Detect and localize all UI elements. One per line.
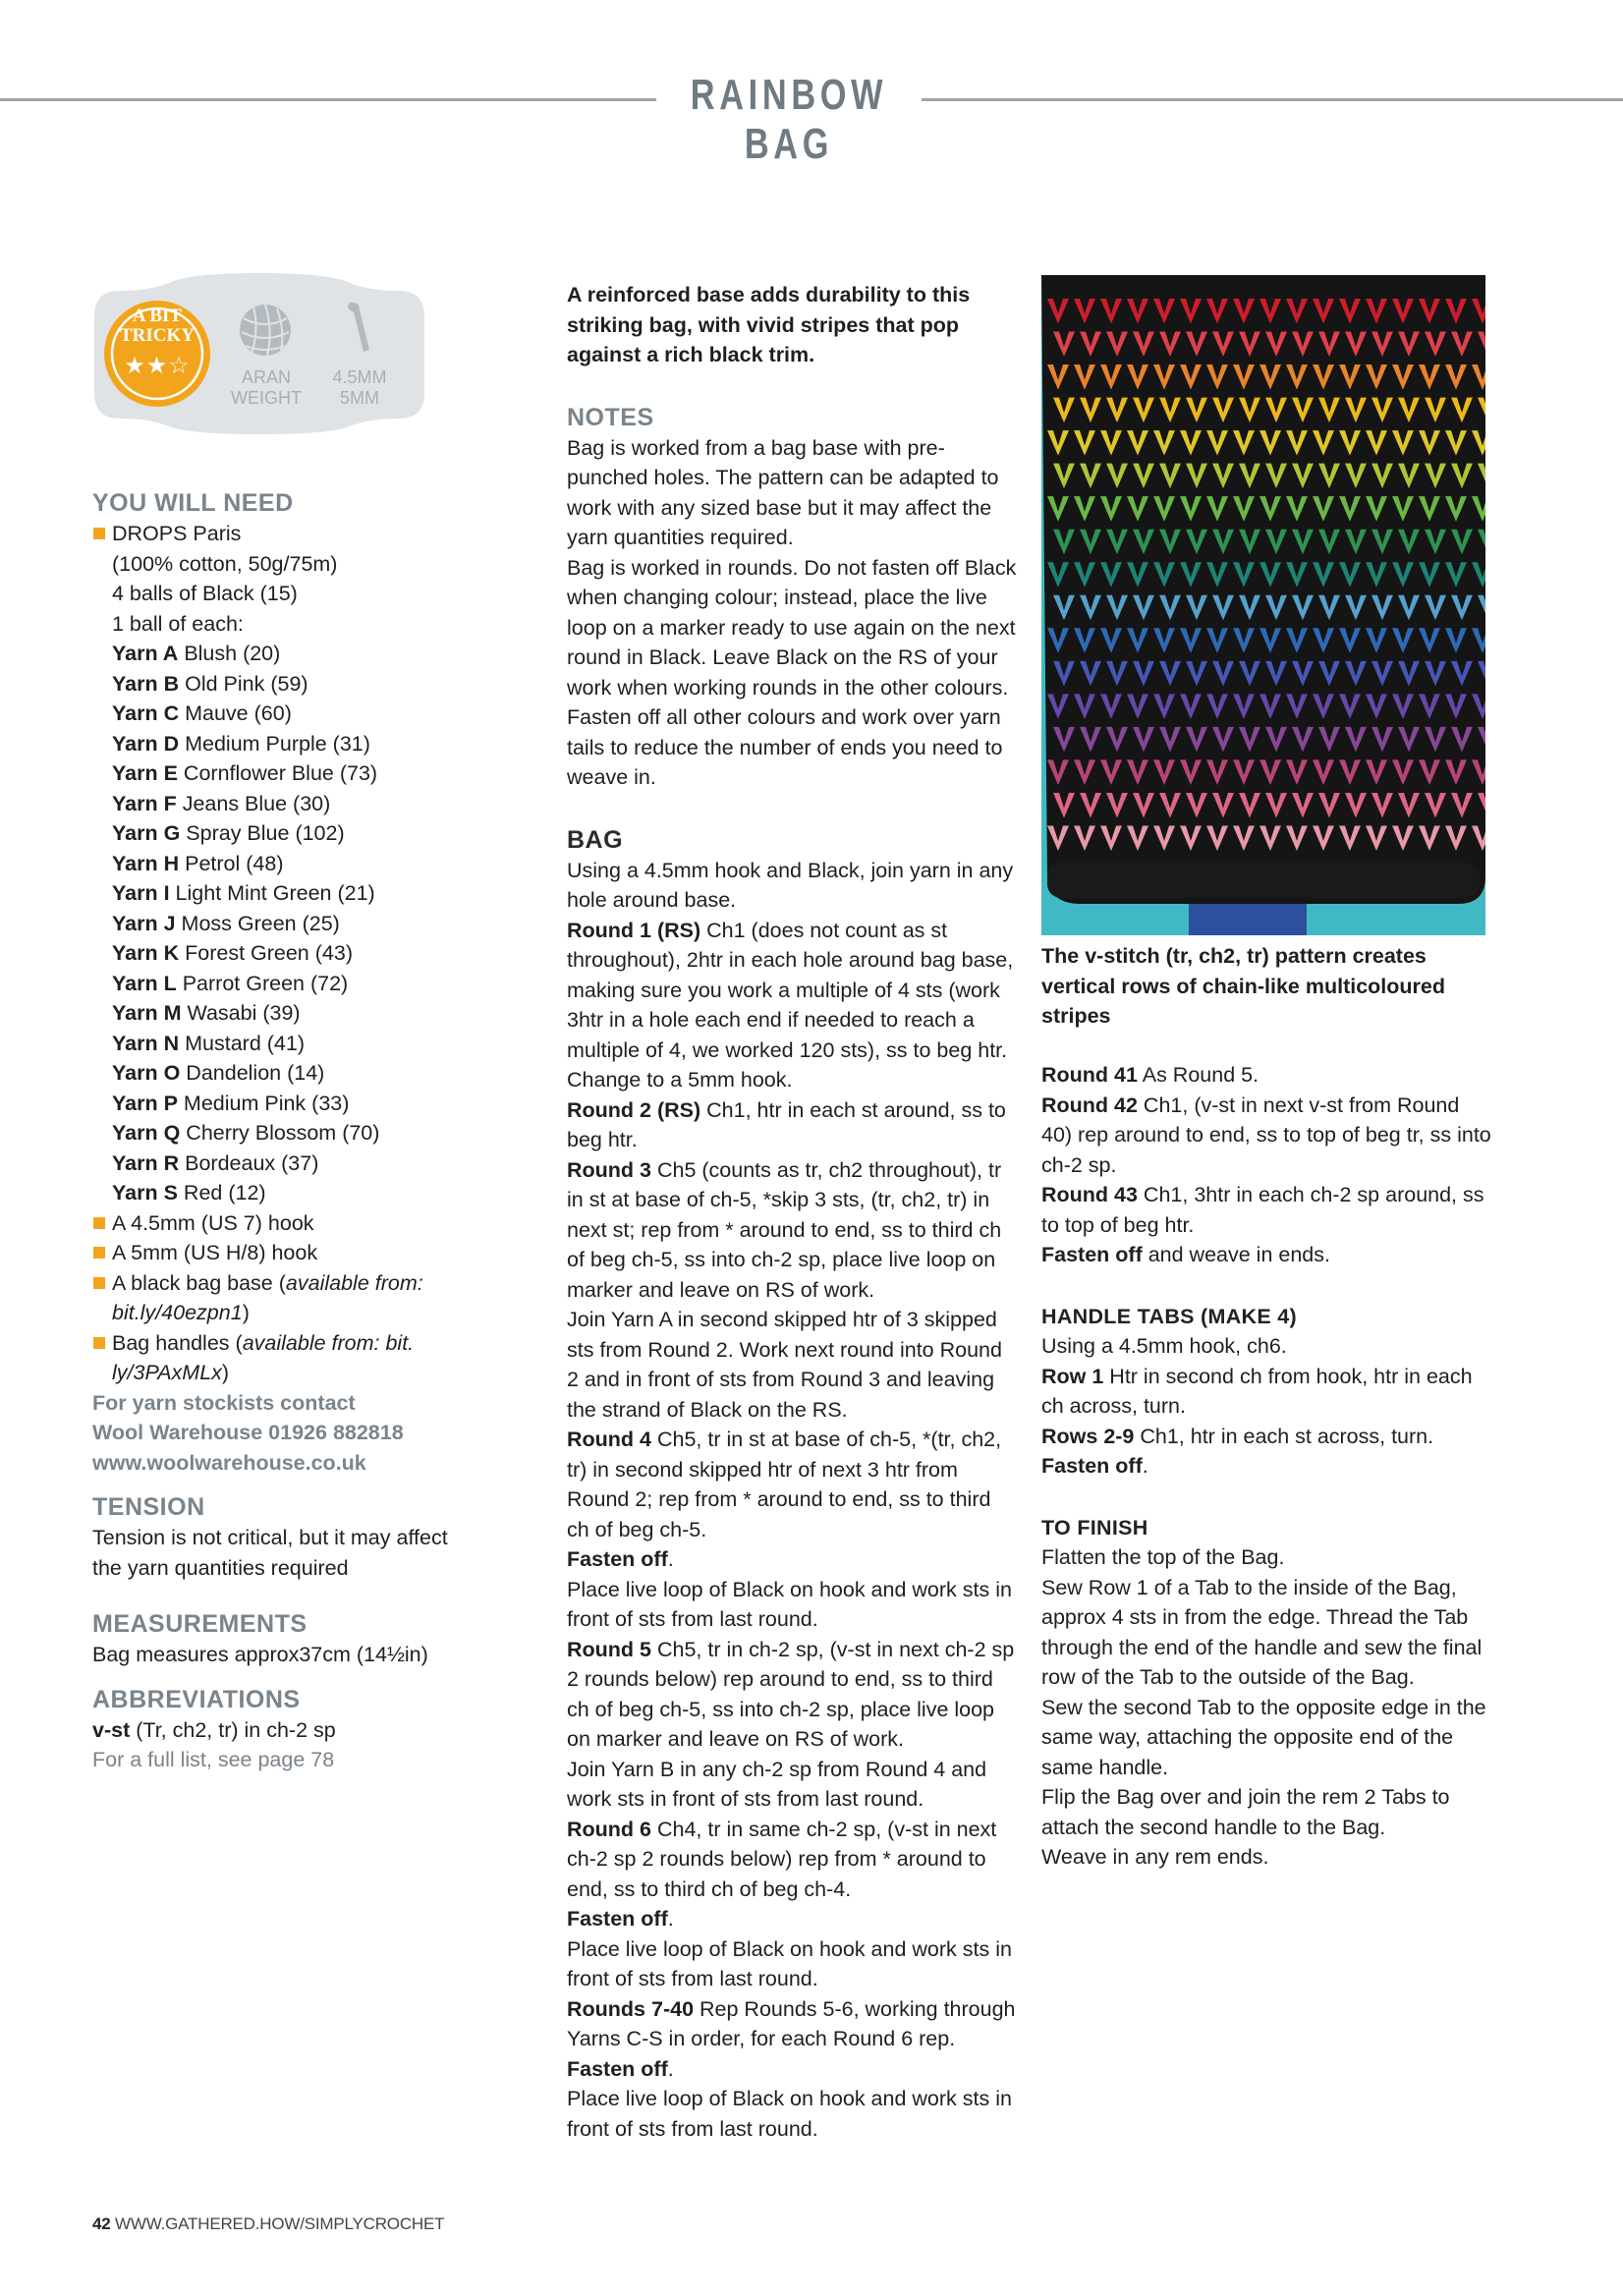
you-will-need-heading: YOU WILL NEED — [92, 489, 294, 517]
page-footer — [92, 2214, 444, 2234]
bag-handles-item: Bag handles (available from: bit. ly/3PAxMLx) — [92, 1328, 456, 1388]
join-yarn-b: Join Yarn B in any ch-2 sp from Round 4 and work sts in front of sts from last round. — [567, 1757, 987, 1811]
rounds-7-40: Rounds 7-40 Rep Rounds 5-6, working through Yarns C-S in order, for each Round 6 rep. — [567, 1996, 1016, 2050]
live-loop-2: Place live loop of Black on hook and work sts in front of sts from last round. — [567, 1936, 1012, 1990]
black-qty: 4 balls of Black (15) — [112, 582, 298, 605]
yarn-item: Yarn F Jeans Blue (30) — [112, 791, 331, 815]
fasten-off-2: Fasten off. — [567, 1907, 674, 1931]
stockist-link[interactable]: www.woolwarehouse.co.uk — [92, 1450, 366, 1475]
notes-heading: NOTES — [567, 403, 654, 431]
yarn-item: Yarn K Forest Green (43) — [112, 941, 353, 965]
fasten-off-ends: Fasten off and weave in ends. — [1041, 1243, 1330, 1266]
stockist-line-1: For yarn stockists contact — [92, 1390, 356, 1415]
bag-heading: BAG — [567, 825, 624, 854]
yarn-item: Yarn I Light Mint Green (21) — [112, 881, 375, 905]
bag-base-link[interactable]: available from: bit.ly/40ezpn1 — [112, 1270, 423, 1324]
round-42: Round 42 Ch1, (v-st in next v-st from Round 40) rep around to end, ss to top of beg tr, ss into ch-2 sp. — [1041, 1092, 1491, 1177]
live-loop-1: Place live loop of Black on hook and work sts in front of sts from last round. — [567, 1577, 1012, 1631]
column-middle — [567, 280, 1019, 2144]
handle-rows-2-9: Rows 2-9 Ch1, htr in each st across, turn. — [1041, 1424, 1434, 1448]
intro-text: A reinforced base adds durability to this striking bag, with vivid stripes that pop against a rich black trim. — [567, 283, 971, 366]
header-rule-right — [922, 98, 1623, 101]
to-finish-p5: Weave in any rem ends. — [1041, 1845, 1269, 1869]
fasten-off-1: Fasten off. — [567, 1547, 674, 1571]
skill-badge — [90, 271, 428, 436]
column-left — [92, 487, 456, 1775]
yarn-item: Yarn D Medium Purple (31) — [112, 731, 370, 756]
yarn-item: Yarn Q Cherry Blossom (70) — [112, 1121, 380, 1145]
bag-start: Using a 4.5mm hook and Black, join yarn in any hole around base. — [567, 858, 1014, 912]
bag-photo — [1041, 275, 1485, 935]
fasten-off-3: Fasten off. — [567, 2056, 674, 2081]
header-rule-left — [0, 98, 656, 101]
yarn-desc: (100% cotton, 50g/75m) — [112, 551, 338, 576]
bag-handles-link[interactable]: available from: bit. ly/3PAxMLx — [112, 1330, 415, 1384]
yarn-main: DROPS Paris — [92, 519, 456, 549]
stockist-line-2: Wool Warehouse 01926 882818 — [92, 1421, 404, 1444]
round-2: Round 2 (RS) Ch1, htr in each st around, ss to beg htr. — [567, 1097, 1006, 1151]
measurements-heading: MEASUREMENTS — [92, 1610, 308, 1638]
yarn-item: Yarn S Red (12) — [112, 1181, 266, 1204]
bag-base-item: A black bag base (available from: bit.ly/40ezpn1) — [92, 1268, 456, 1328]
to-finish-p3: Sew the second Tab to the opposite edge in the same way, attaching the opposite end of the same handle. — [1041, 1695, 1486, 1779]
live-loop-3: Place live loop of Black on hook and work sts in front of sts from last round. — [567, 2087, 1012, 2141]
tension-text: Tension is not critical, but it may affect the yarn quantities required — [92, 1526, 448, 1580]
yarn-item: Yarn H Petrol (48) — [112, 851, 284, 875]
handle-row-1: Row 1 Htr in second ch from hook, htr in each ch across, turn. — [1041, 1364, 1473, 1418]
yarn-list — [92, 639, 456, 1208]
yarn-ball-icon — [240, 305, 291, 356]
join-yarn-a: Join Yarn A in second skipped htr of 3 skipped sts from Round 2. Work next round into Round 2 and in front of sts from Round 3 and leaving the strand of Black on the RS. — [567, 1308, 1002, 1422]
yarn-item: Yarn C Mauve (60) — [112, 701, 292, 725]
yarn-item: Yarn A Blush (20) — [112, 642, 281, 665]
to-finish-p1: Flatten the top of the Bag. — [1041, 1545, 1285, 1569]
round-1: Round 1 (RS) Ch1 (does not count as st throughout), 2htr in each hole around bag base, making sure you work a multiple of 4 sts (work 3htr in a hole each end if needed to reach a multiple of 4, we worked 120 sts), ss to beg htr. Change to a 5mm hook. — [567, 918, 1014, 1092]
to-finish-heading: TO FINISH — [1041, 1515, 1148, 1540]
to-finish-p4: Flip the Bag over and join the rem 2 Tabs to attach the second handle to the Bag. — [1041, 1785, 1450, 1839]
tension-heading: TENSION — [92, 1493, 205, 1521]
measurements-text: Bag measures approx37cm (14½in) — [92, 1643, 428, 1666]
handle-tabs-heading: HANDLE TABS (MAKE 4) — [1041, 1304, 1298, 1328]
handle-tabs-start: Using a 4.5mm hook, ch6. — [1041, 1334, 1287, 1358]
handle-fasten-off: Fasten off. — [1041, 1454, 1148, 1478]
yarn-item: Yarn B Old Pink (59) — [112, 671, 308, 696]
yarn-item: Yarn E Cornflower Blue (73) — [112, 761, 378, 785]
footer-url[interactable]: WWW.GATHERED.HOW/SIMPLYCROCHET — [110, 2214, 445, 2233]
yarn-item: Yarn N Mustard (41) — [112, 1031, 305, 1055]
hook-2: A 5mm (US H/8) hook — [92, 1238, 456, 1268]
weight-caption: ARAN WEIGHT — [231, 367, 302, 408]
yarn-item: Yarn G Spray Blue (102) — [112, 821, 345, 845]
column-right — [1041, 1060, 1493, 1873]
difficulty-label: A BIT TRICKY — [119, 306, 195, 346]
abbreviations-heading: ABBREVIATIONS — [92, 1685, 301, 1713]
yarn-item: Yarn R Bordeaux (37) — [112, 1150, 319, 1175]
hook-1: A 4.5mm (US 7) hook — [92, 1208, 456, 1239]
notes-p1: Bag is worked from a bag base with pre-punched holes. The pattern can be adapted to work with any sized base but it may affect the yarn quantities required. — [567, 435, 999, 549]
round-3: Round 3 Ch5 (counts as tr, ch2 throughout), tr in st at base of ch-5, *skip 3 sts, (tr, ch2, tr) in next st; rep from * around to end, ss to third ch of beg ch-5, ss into ch-2 sp, place live loop on marker and leave on RS of work. — [567, 1157, 1002, 1302]
page-number: 42 — [92, 2214, 111, 2233]
yarn-item: Yarn O Dandelion (14) — [112, 1061, 325, 1085]
yarn-item: Yarn P Medium Pink (33) — [112, 1091, 350, 1115]
round-6: Round 6 Ch4, tr in same ch-2 sp, (v-st in next ch-2 sp 2 rounds below) rep from * around to end, ss to third ch of beg ch-4. — [567, 1817, 997, 1901]
page-title: RAINBOW BAG — [690, 71, 888, 168]
abbreviation-vst: v-st (Tr, ch2, tr) in ch-2 sp — [92, 1717, 336, 1742]
round-43: Round 43 Ch1, 3htr in each ch-2 sp around, ss to top of beg htr. — [1041, 1183, 1484, 1237]
each-label: 1 ball of each: — [112, 611, 244, 636]
round-4: Round 4 Ch5, tr in st at base of ch-5, *(tr, ch2, tr) in second skipped htr of next 3 htr from Round 2; rep from * around to end, ss to third ch of beg ch-5. — [567, 1428, 1002, 1541]
yarn-item: Yarn L Parrot Green (72) — [112, 971, 349, 995]
abbreviations-note: For a full list, see page 78 — [92, 1748, 335, 1771]
hook-caption: 4.5MM 5MM — [332, 367, 387, 408]
yarn-item: Yarn J Moss Green (25) — [112, 911, 340, 935]
round-41: Round 41 As Round 5. — [1041, 1063, 1259, 1087]
difficulty-stars: ★★☆ — [124, 353, 191, 379]
notes-p2: Bag is worked in rounds. Do not fasten off Black when changing colour; instead, place the live loop on a marker ready to use again on the next round in Black. Leave Black on the RS of your work when working rounds in the other colours. Fasten off all other colours and work over yarn tails to reduce the number of ends you need to weave in. — [567, 555, 1017, 789]
yarn-item: Yarn M Wasabi (39) — [112, 1001, 301, 1025]
round-5: Round 5 Ch5, tr in ch-2 sp, (v-st in next ch-2 sp 2 rounds below) rep around to end, ss to third ch of beg ch-5, ss into ch-2 sp, place live loop on marker and leave on RS of work. — [567, 1637, 1015, 1751]
photo-caption: The v-stitch (tr, ch2, tr) pattern creates vertical rows of chain-like multicoloured stripes — [1041, 944, 1445, 1028]
rainbow-bag-illustration — [1041, 275, 1485, 935]
to-finish-p2: Sew Row 1 of a Tab to the inside of the Bag, approx 4 sts in from the edge. Thread the Tab through the end of the handle and sew the final row of the Tab to the outside of the Bag. — [1041, 1575, 1483, 1689]
